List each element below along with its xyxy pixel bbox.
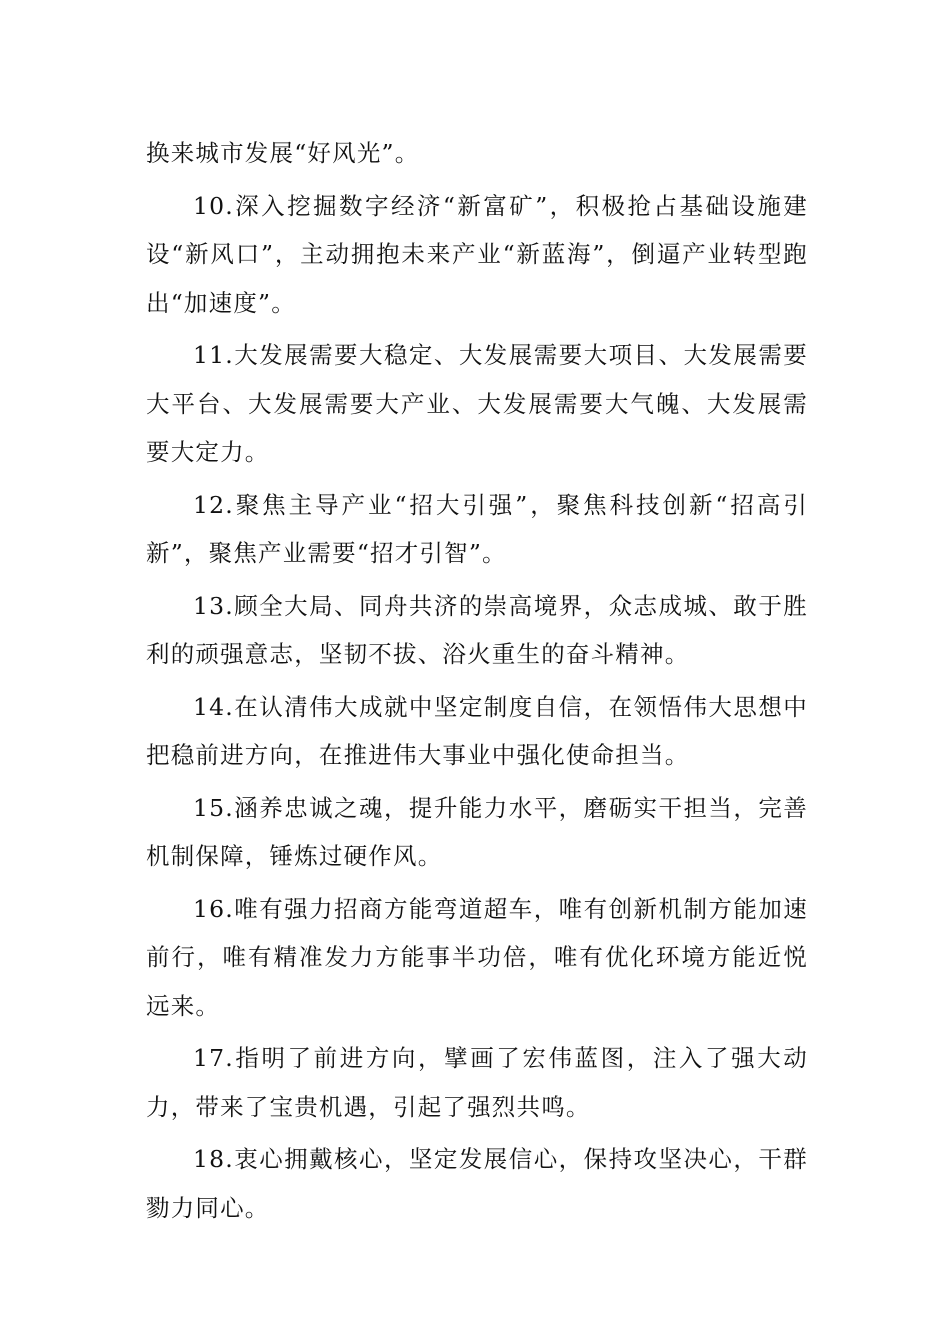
paragraph-continuation: 换来城市发展“好风光”。	[146, 139, 420, 167]
paragraph-item-10: 10.深入挖掘数字经济“新富矿”，积极抢占基础设施建设“新风口”，主动拥抱未来产业“新蓝海”，倒逼产业转型跑出“加速度”。	[146, 191, 808, 317]
paragraph-item-14: 14.在认清伟大成就中坚定制度自信，在领悟伟大思想中把稳前进方向，在推进伟大事业中强化使命担当。	[146, 692, 808, 769]
paragraph-item-18: 18.衷心拥戴核心，坚定发展信心，保持攻坚决心，干群勠力同心。	[146, 1145, 808, 1222]
paragraph-item-12: 12.聚焦主导产业“招大引强”，聚焦科技创新“招高引新”，聚焦产业需要“招才引智”。	[146, 490, 808, 567]
paragraph-item-11: 11.大发展需要大稳定、大发展需要大项目、大发展需要大平台、大发展需要大产业、大发展需要大气魄、大发展需要大定力。	[146, 341, 808, 466]
document-body	[146, 129, 808, 1236]
paragraph-item-13: 13.顾全大局、同舟共济的崇高境界，众志成城、敢于胜利的顽强意志，坚韧不拔、浴火重生的奋斗精神。	[146, 591, 808, 668]
paragraph-item-17: 17.指明了前进方向，擘画了宏伟蓝图，注入了强大动力，带来了宝贵机遇，引起了强烈共鸣。	[146, 1044, 808, 1121]
paragraph-item-15: 15.涵养忠诚之魂，提升能力水平，磨砺实干担当，完善机制保障，锤炼过硬作风。	[146, 793, 808, 870]
paragraph-item-16: 16.唯有强力招商方能弯道超车，唯有创新机制方能加速前行，唯有精准发力方能事半功倍，唯有优化环境方能近悦远来。	[146, 894, 808, 1020]
